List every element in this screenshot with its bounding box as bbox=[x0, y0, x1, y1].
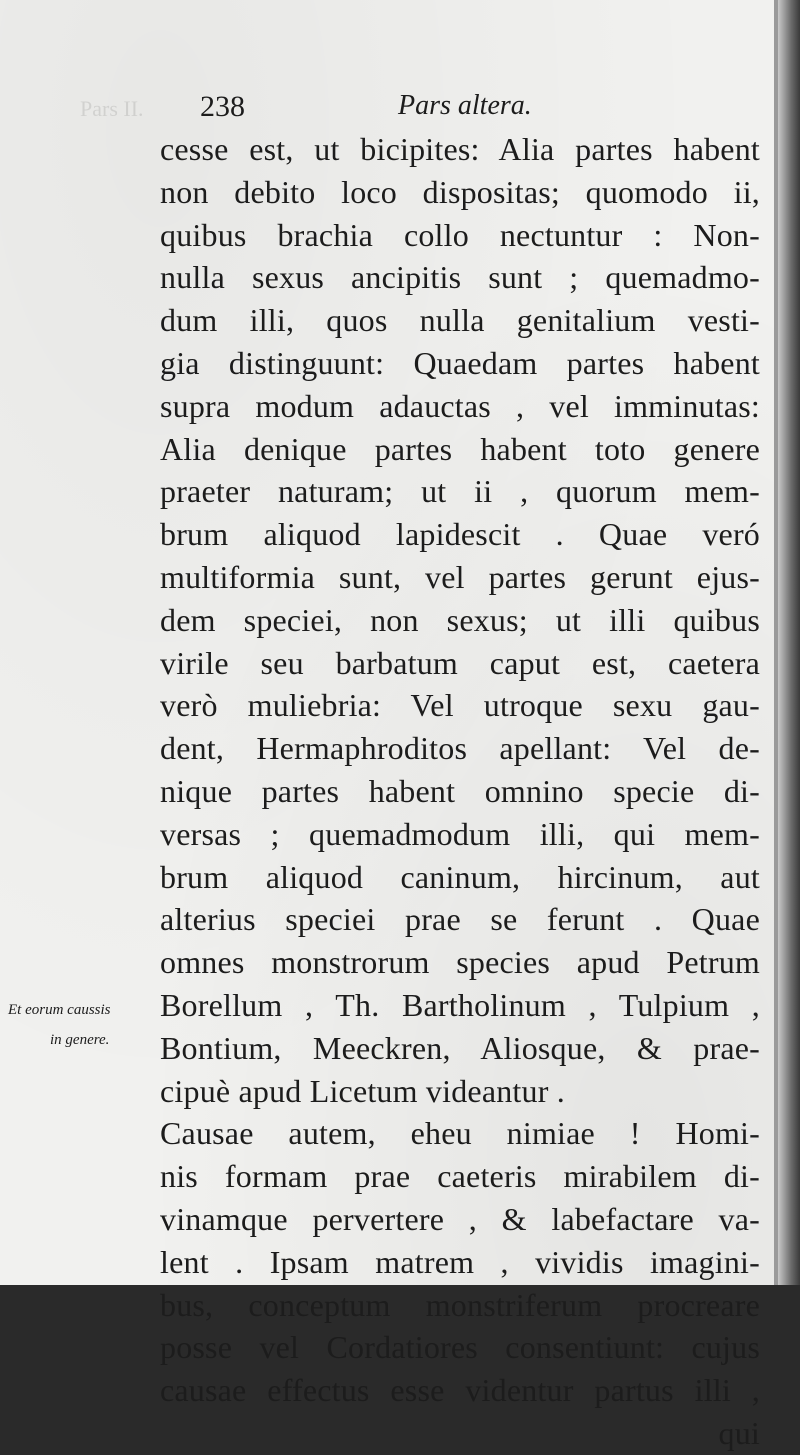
catchword: qui bbox=[718, 1414, 760, 1451]
text-line: vinamque pervertere , & labefactare va- bbox=[160, 1200, 760, 1237]
margin-note-line: Et eorum caussis bbox=[8, 1002, 111, 1018]
margin-note bbox=[8, 995, 158, 1055]
text-line: nulla sexus ancipitis sunt ; quemadmo- bbox=[160, 259, 760, 296]
text-line: nis formam prae caeteris mirabilem di- bbox=[160, 1158, 760, 1195]
text-line: quibus brachia collo nectuntur : Non- bbox=[160, 216, 760, 253]
page-edge bbox=[778, 0, 800, 1285]
text-line: dent, Hermaphroditos apellant: Vel de- bbox=[160, 730, 760, 767]
page-header bbox=[0, 90, 770, 130]
text-line: Bontium, Meeckren, Aliosque, & prae- bbox=[160, 1029, 760, 1066]
text-line: nique partes habent omnino specie di- bbox=[160, 772, 760, 809]
text-line: cesse est, ut bicipites: Alia partes habent bbox=[160, 131, 760, 167]
text-line: versas ; quemadmodum illi, qui mem- bbox=[160, 815, 760, 852]
text-line: Alia denique partes habent toto genere bbox=[160, 430, 760, 467]
running-head: Pars altera. bbox=[398, 90, 532, 121]
text-line: gia distinguunt: Quaedam partes habent bbox=[160, 344, 760, 381]
text-line: virile seu barbatum caput est, caetera bbox=[160, 644, 760, 681]
text-line: supra modum adauctas , vel imminutas: bbox=[160, 387, 760, 424]
text-line: non debito loco dispositas; quomodo ii, bbox=[160, 173, 760, 210]
page-number: 238 bbox=[200, 90, 245, 123]
text-line: brum aliquod lapidescit . Quae veró bbox=[160, 516, 760, 553]
text-line: dum illi, quos nulla genitalium vesti- bbox=[160, 302, 760, 339]
body-text bbox=[160, 128, 760, 1455]
text-line: alterius speciei prae se ferunt . Quae bbox=[160, 901, 760, 938]
text-line: Causae autem, eheu nimiae ! Homi- bbox=[160, 1115, 760, 1152]
text-line: verò muliebria: Vel utroque sexu gau- bbox=[160, 687, 760, 724]
text-line: dem speciei, non sexus; ut illi quibus bbox=[160, 601, 760, 638]
text-line: brum aliquod caninum, hircinum, aut bbox=[160, 858, 760, 895]
text-line: causae effectus esse videntur partus illi , bbox=[160, 1372, 760, 1409]
text-line: multiformia sunt, vel partes gerunt ejus- bbox=[160, 558, 760, 595]
text-line: lent . Ipsam matrem , vividis imagini- bbox=[160, 1243, 760, 1280]
text-line: posse vel Cordatiores consentiunt: cujus bbox=[160, 1329, 760, 1366]
margin-note-line: in genere. bbox=[50, 1032, 110, 1048]
text-line: omnes monstrorum species apud Petrum bbox=[160, 944, 760, 981]
text-line: cipuè apud Licetum videantur . bbox=[160, 1072, 565, 1109]
bleed-through-text: Pars II. bbox=[80, 96, 144, 121]
text-line: bus, conceptum monstriferum procreare bbox=[160, 1286, 760, 1323]
text-line: praeter naturam; ut ii , quorum mem- bbox=[160, 473, 760, 510]
text-line: Borellum , Th. Bartholinum , Tulpium , bbox=[160, 986, 760, 1023]
